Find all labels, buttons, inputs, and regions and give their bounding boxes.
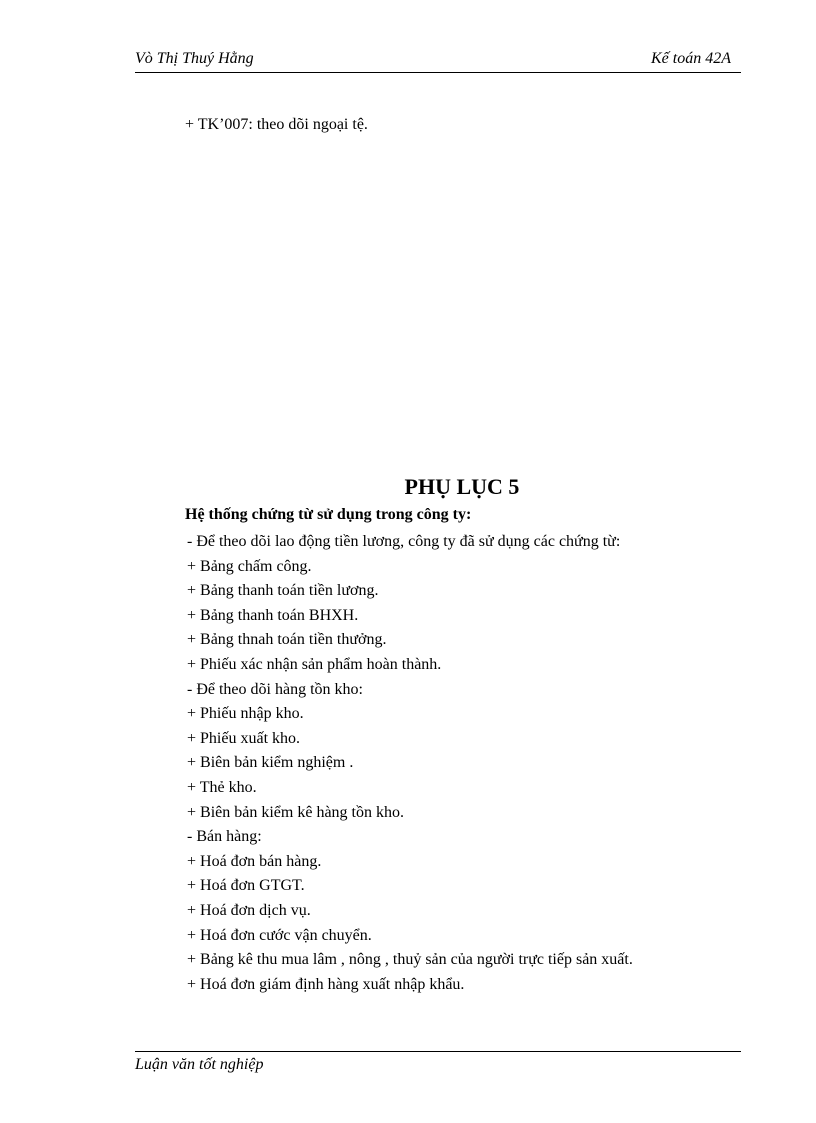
list-item: + Bảng chấm công. — [187, 557, 312, 575]
list-item: + Bảng thnah toán tiền thưởng. — [187, 631, 387, 649]
list-item: + Bảng thanh toán BHXH. — [187, 606, 359, 624]
intro-line: + TK’007: theo dõi ngoại tệ. — [185, 116, 368, 133]
document-list — [187, 530, 633, 997]
section-heading: Hệ thống chứng từ sử dụng trong công ty: — [185, 506, 472, 523]
list-item: - Để theo dõi hàng tồn kho: — [187, 680, 363, 698]
appendix-title: PHỤ LỤC 5 — [404, 474, 520, 499]
list-item: + Biên bản kiểm kê hàng tồn kho. — [187, 803, 404, 821]
page-footer — [135, 1051, 741, 1074]
footer-text: Luận văn tốt nghiệp — [135, 1056, 264, 1073]
page-header — [135, 50, 741, 73]
list-item: + Bảng kê thu mua lâm , nông , thuỷ sản của người trực tiếp sản xuất. — [187, 951, 633, 969]
list-item: + Phiếu xuất kho. — [187, 729, 301, 747]
list-item: + Hoá đơn dịch vụ. — [187, 901, 311, 919]
list-item: + Phiếu nhập kho. — [187, 705, 304, 723]
list-item: + Thẻ kho. — [187, 778, 257, 796]
header-class: Kế toán 42A — [651, 50, 731, 67]
list-item: + Biên bản kiểm nghiệm . — [187, 754, 354, 772]
header-author: Vò Thị Thuý Hằng — [135, 50, 254, 67]
list-item: + Hoá đơn bán hàng. — [187, 852, 322, 870]
list-item: - Để theo dõi lao động tiền lương, công ty đã sử dụng các chứng từ: — [187, 533, 621, 550]
list-item: + Phiếu xác nhận sản phẩm hoàn thành. — [187, 655, 442, 673]
list-item: + Hoá đơn GTGT. — [187, 877, 305, 895]
list-item: + Hoá đơn cước vận chuyển. — [187, 926, 372, 944]
list-item: + Bảng thanh toán tiền lương. — [187, 582, 379, 600]
list-item: + Hoá đơn giám định hàng xuất nhập khẩu. — [187, 975, 465, 993]
list-item: - Bán hàng: — [187, 828, 262, 846]
